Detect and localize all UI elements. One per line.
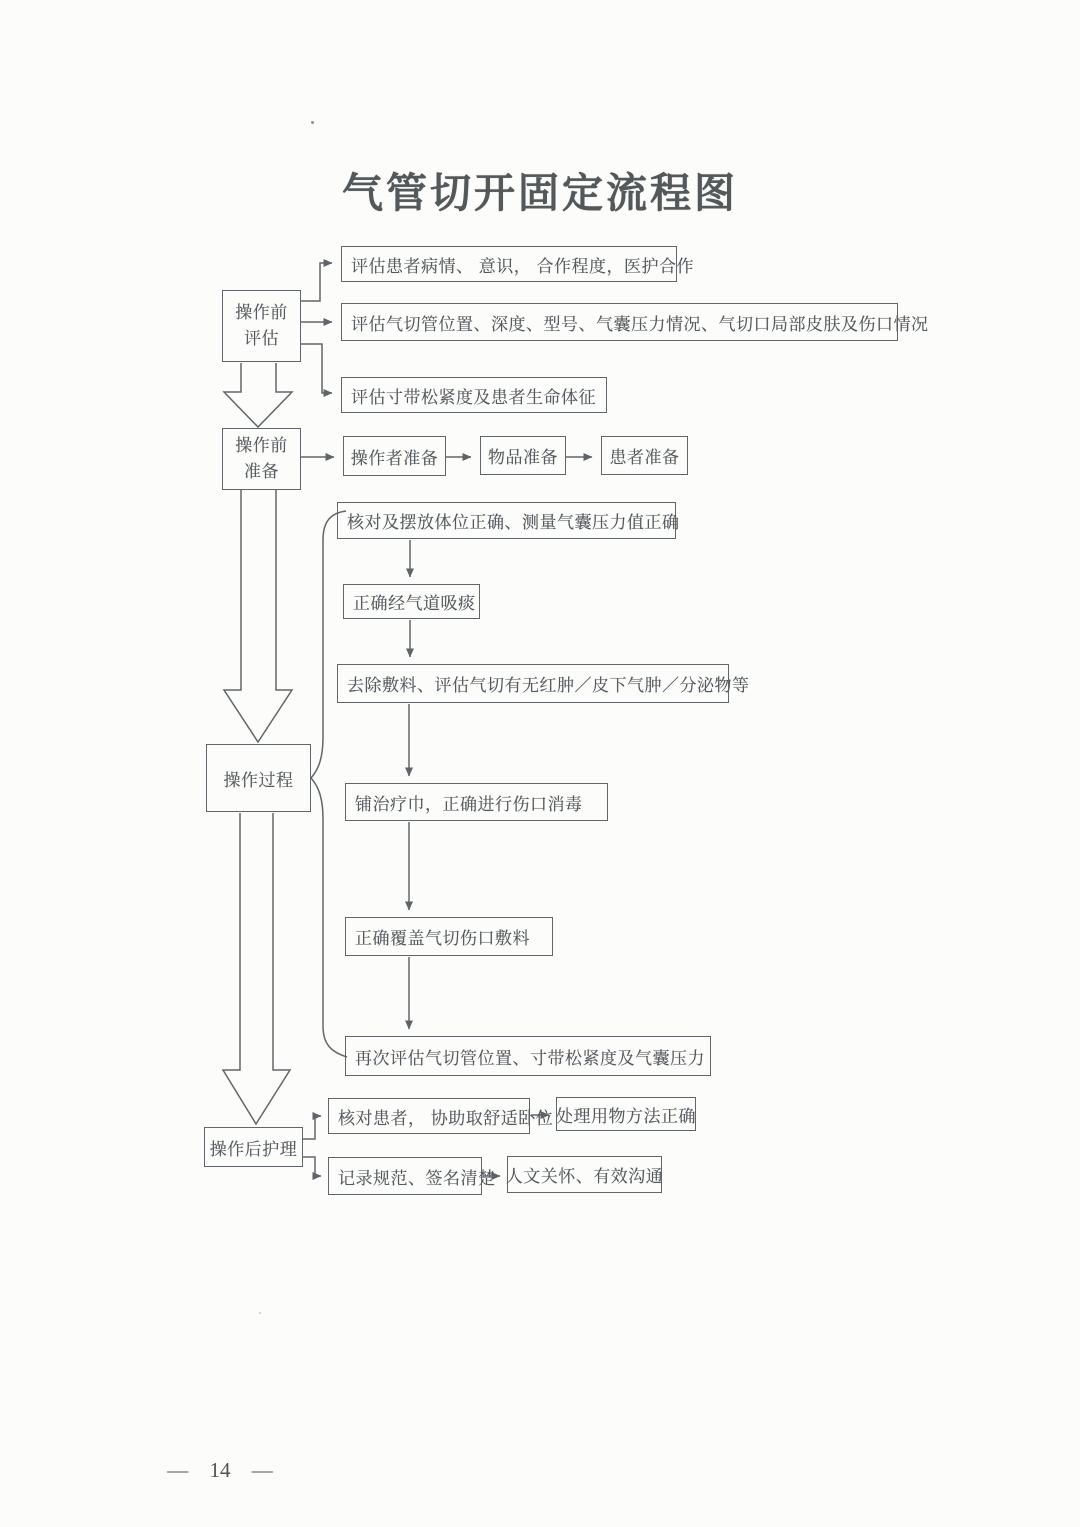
step-drape-disinfect-wound [345,783,608,821]
block-arrow-prep-to-process [224,490,292,742]
step-text: 评估寸带松紧度及患者生命体征 [351,387,596,407]
step-handle-used-items [556,1097,696,1131]
step-text: 物品准备 [488,448,558,467]
step-text: 正确经气道吸痰 [353,594,476,613]
scan-artifact-dot [259,1312,261,1314]
step-airway-suction [343,584,480,619]
step-text: 再次评估气切管位置、寸带松紧度及气囊压力 [355,1048,705,1068]
stage-pre-preparation-line1: 操作前 [235,435,288,455]
page-number: — 14 — [167,1458,273,1482]
block-arrow-process-to-postcare [223,813,290,1124]
step-assess-tube-position [341,303,929,341]
step-text: 评估患者病情、 意识， 合作程度，医护合作 [351,256,694,276]
step-text: 去除敷料、评估气切有无红肿／皮下气肿／分泌物等 [347,676,750,695]
stage-post-care-label: 操作后护理 [209,1139,298,1159]
connector-postcare-to-row2 [303,1157,321,1176]
step-verify-position-cuff [337,502,680,539]
connector-postcare-to-row1 [303,1116,321,1139]
step-remove-dressing-assess [337,664,750,703]
step-assess-patient-condition [341,246,694,282]
brace-process-steps [311,511,347,1057]
step-supplies-preparation [480,436,566,475]
stage-pre-preparation [222,428,301,490]
step-text: 操作者准备 [350,448,439,468]
step-record-signature [328,1157,496,1195]
step-humanistic-care [507,1156,662,1193]
stage-pre-assessment-line2: 评估 [244,329,279,348]
step-reassess-tube [345,1036,711,1076]
step-operator-preparation [343,436,446,476]
stage-post-care [204,1127,303,1167]
step-text: 核对及摆放体位正确、测量气囊压力值正确 [347,513,680,532]
stage-pre-assessment [222,290,301,362]
step-text: 核对患者， 协助取舒适卧位 [338,1108,554,1128]
step-patient-preparation [601,436,688,475]
stage-process-label: 操作过程 [223,770,294,790]
block-arrow-assess-to-prep [224,363,292,427]
step-text: 处理用物方法正确 [556,1106,696,1126]
scan-artifact-dot [311,121,314,124]
step-text: 人文关怀、有效沟通 [505,1167,664,1186]
connector-assess-to-step1 [301,263,332,301]
step-assess-tie-tightness [341,377,607,413]
step-text: 患者准备 [609,448,680,467]
stage-pre-assessment-line1: 操作前 [235,302,288,322]
step-cover-wound-dressing [345,917,553,956]
connector-assess-to-step3 [301,344,332,393]
stage-process [206,744,311,812]
step-text: 正确覆盖气切伤口敷料 [355,929,530,948]
step-text: 铺治疗巾，正确进行伤口消毒 [355,794,583,814]
step-text: 记录规范、签名清楚 [338,1168,496,1188]
stage-pre-preparation-line2: 准备 [244,462,279,481]
step-verify-patient-comfort [328,1098,554,1134]
step-text: 评估气切管位置、深度、型号、气囊压力情况、气切口局部皮肤及伤口情况 [351,314,929,334]
page-title: 气管切开固定流程图 [342,170,738,216]
